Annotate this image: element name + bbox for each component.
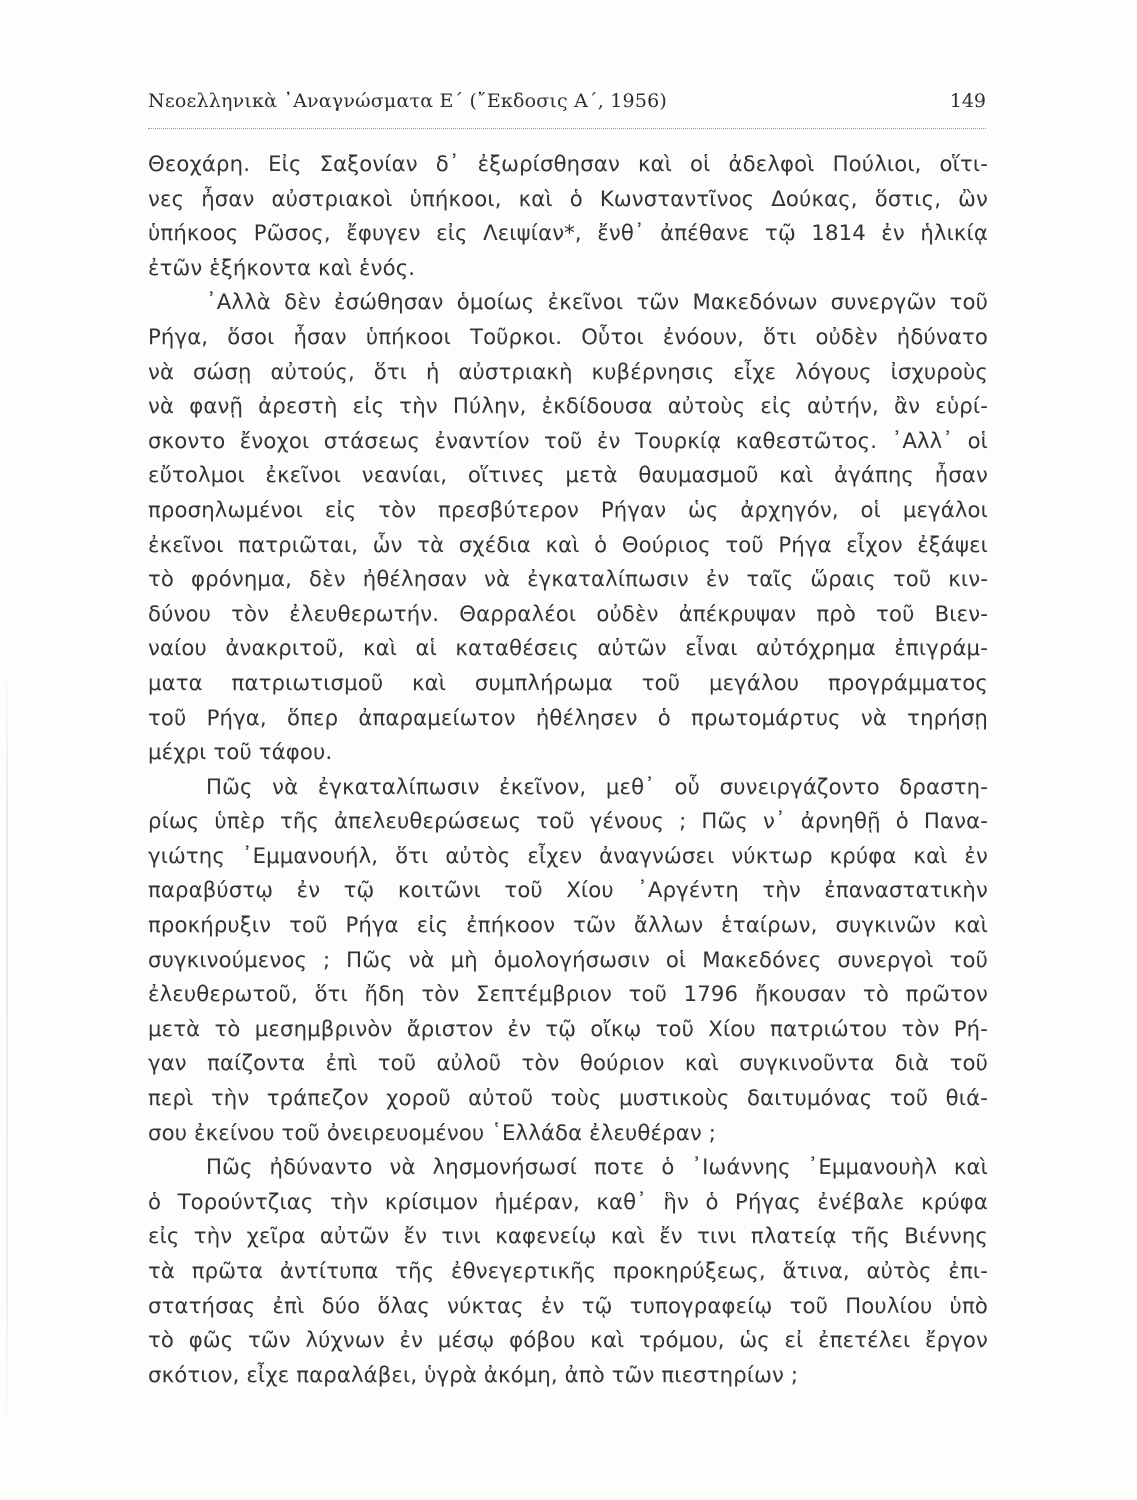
body-text: [148, 147, 988, 1392]
text-line: ἐκεῖνοι πατριῶται, ὧν τὰ σχέδια καὶ ὁ Θούριος τοῦ Ρήγα εἶχον ἐξάψει: [148, 531, 988, 557]
text-line: νες ἦσαν αὐστριακοὶ ὑπήκοοι, καὶ ὁ Κωνσταντῖνος Δούκας, ὅστις, ὢν: [148, 185, 988, 211]
text-line: σκότιον, εἶχε παραλάβει, ὑγρὰ ἀκόμη, ἀπὸ τῶν πιεστηρίων ;: [148, 1361, 799, 1387]
text-line: μέχρι τοῦ τάφου.: [148, 739, 333, 765]
text-line: σου ἐκείνου τοῦ ὀνειρευομένου ῾Ελλάδα ἐλευθέραν ;: [148, 1119, 717, 1145]
text-line: νὰ σώσῃ αὐτούς, ὅτι ἡ αὐστριακὴ κυβέρνησις εἶχε λόγους ἰσχυροὺς: [148, 358, 988, 384]
text-line: γαν παίζοντα ἐπὶ τοῦ αὐλοῦ τὸν θούριον καὶ συγκινοῦντα διὰ τοῦ: [148, 1050, 988, 1076]
paragraph: [148, 770, 988, 1151]
text-line: ρίως ὑπὲρ τῆς ἀπελευθερώσεως τοῦ γένους ; Πῶς ν᾿ ἀρνηθῇ ὁ Πανα-: [148, 808, 988, 834]
page-number: 149: [949, 90, 986, 112]
text-line: δύνου τὸν ἐλευθερωτήν. Θαρραλέοι οὐδὲν ἀπέκρυψαν πρὸ τοῦ Βιεν-: [148, 600, 988, 626]
text-line: τὸ φρόνημα, δὲν ἠθέλησαν νὰ ἐγκαταλίπωσιν ἐν ταῖς ὥραις τοῦ κιν-: [148, 566, 988, 592]
running-head: Νεοελληνικὰ ᾿Αναγνώσματα Ε΄ (῎Εκδοσις Α΄, 1956): [148, 90, 668, 112]
text-line: Θεοχάρη. Εἰς Σαξονίαν δ᾿ ἐξωρίσθησαν καὶ οἱ ἀδελφοὶ Πούλιοι, οἵτι-: [148, 151, 988, 176]
text-line: Ρήγα, ὅσοι ἦσαν ὑπήκοοι Τοῦρκοι. Οὗτοι ἐνόουν, ὅτι οὐδὲν ἠδύνατο: [148, 323, 988, 349]
text-line: νὰ φανῇ ἀρεστὴ εἰς τὴν Πύλην, ἐκδίδουσα αὐτοὺς εἰς αὐτήν, ἂν εὑρί-: [148, 393, 988, 419]
text-line: ᾿Αλλὰ δὲν ἐσώθησαν ὁμοίως ἐκεῖνοι τῶν Μακεδόνων συνεργῶν τοῦ: [206, 289, 988, 315]
text-line: στατήσας ἐπὶ δύο ὅλας νύκτας ἐν τῷ τυπογραφείῳ τοῦ Πουλίου ὑπὸ: [148, 1292, 988, 1318]
text-line: προκήρυξιν τοῦ Ρήγα εἰς ἐπήκοον τῶν ἄλλων ἑταίρων, συγκινῶν καὶ: [148, 912, 988, 938]
text-line: περὶ τὴν τράπεζον χοροῦ αὐτοῦ τοὺς μυστικοὺς δαιτυμόνας τοῦ θιά-: [148, 1085, 988, 1111]
text-line: τὰ πρῶτα ἀντίτυπα τῆς ἐθνεγερτικῆς προκηρύξεως, ἅτινα, αὐτὸς ἐπι-: [148, 1258, 988, 1283]
text-line: ἐλευθερωτοῦ, ὅτι ἤδη τὸν Σεπτέμβριον τοῦ 1796 ἤκουσαν τὸ πρῶτον: [148, 981, 988, 1007]
text-line: εὔτολμοι ἐκεῖνοι νεανίαι, οἵτινες μετὰ θαυμασμοῦ καὶ ἀγάπης ἦσαν: [148, 462, 988, 488]
text-line: τὸ φῶς τῶν λύχνων ἐν μέσῳ φόβου καὶ τρόμου, ὡς εἰ ἐπετέλει ἔργον: [148, 1327, 988, 1353]
page-header: [148, 90, 986, 126]
text-line: προσηλωμένοι εἰς τὸν πρεσβύτερον Ρήγαν ὡς ἀρχηγόν, οἱ μεγάλοι: [148, 496, 988, 522]
paragraph: [148, 285, 988, 769]
header-rule: [148, 128, 986, 129]
text-line: σκοντο ἔνοχοι στάσεως ἐναντίον τοῦ ἐν Τουρκίᾳ καθεστῶτος. ᾿Αλλ᾿ οἱ: [148, 427, 988, 453]
text-line: ὁ Τορούντζιας τὴν κρίσιμον ἡμέραν, καθ᾿ ἣν ὁ Ρήγας ἐνέβαλε κρύφα: [148, 1188, 988, 1214]
text-line: Πῶς νὰ ἐγκαταλίπωσιν ἐκεῖνον, μεθ᾿ οὗ συνειργάζοντο δραστη-: [206, 773, 988, 799]
text-line: ματα πατριωτισμοῦ καὶ συμπλήρωμα τοῦ μεγάλου προγράμματος: [148, 669, 988, 695]
text-line: συγκινούμενος ; Πῶς νὰ μὴ ὁμολογήσωσιν οἱ Μακεδόνες συνεργοὶ τοῦ: [148, 946, 988, 972]
paragraph: [148, 1150, 988, 1392]
text-line: ὑπήκοος Ρῶσος, ἔφυγεν εἰς Λειψίαν*, ἔνθ᾿ ἀπέθανε τῷ 1814 ἐν ἡλικίᾳ: [148, 220, 988, 246]
paragraph: [148, 147, 988, 285]
text-line: ἐτῶν ἑξήκοντα καὶ ἑνός.: [148, 254, 416, 280]
text-line: τοῦ Ρήγα, ὅπερ ἀπαραμείωτον ἠθέλησεν ὁ πρωτομάρτυς νὰ τηρήσῃ: [148, 704, 988, 730]
text-line: παραβύστῳ ἐν τῷ κοιτῶνι τοῦ Χίου ᾿Αργέντη τὴν ἐπαναστατικὴν: [148, 877, 988, 903]
text-line: Πῶς ἠδύναντο νὰ λησμονήσωσί ποτε ὁ ᾿Ιωάννης ᾿Εμμανουὴλ καὶ: [206, 1154, 988, 1180]
text-line: μετὰ τὸ μεσημβρινὸν ἄριστον ἐν τῷ οἴκῳ τοῦ Χίου πατριώτου τὸν Ρή-: [148, 1015, 988, 1041]
text-line: ναίου ἀνακριτοῦ, καὶ αἱ καταθέσεις αὐτῶν εἶναι αὐτόχρημα ἐπιγράμ-: [148, 635, 988, 661]
text-line: εἰς τὴν χεῖρα αὐτῶν ἔν τινι καφενείῳ καὶ ἔν τινι πλατείᾳ τῆς Βιέννης: [148, 1223, 988, 1249]
scan-edge-shadow: [6, 660, 8, 1440]
text-line: γιώτης ᾿Εμμανουήλ, ὅτι αὐτὸς εἶχεν ἀναγνώσει νύκτωρ κρύφα καὶ ἐν: [148, 842, 988, 868]
